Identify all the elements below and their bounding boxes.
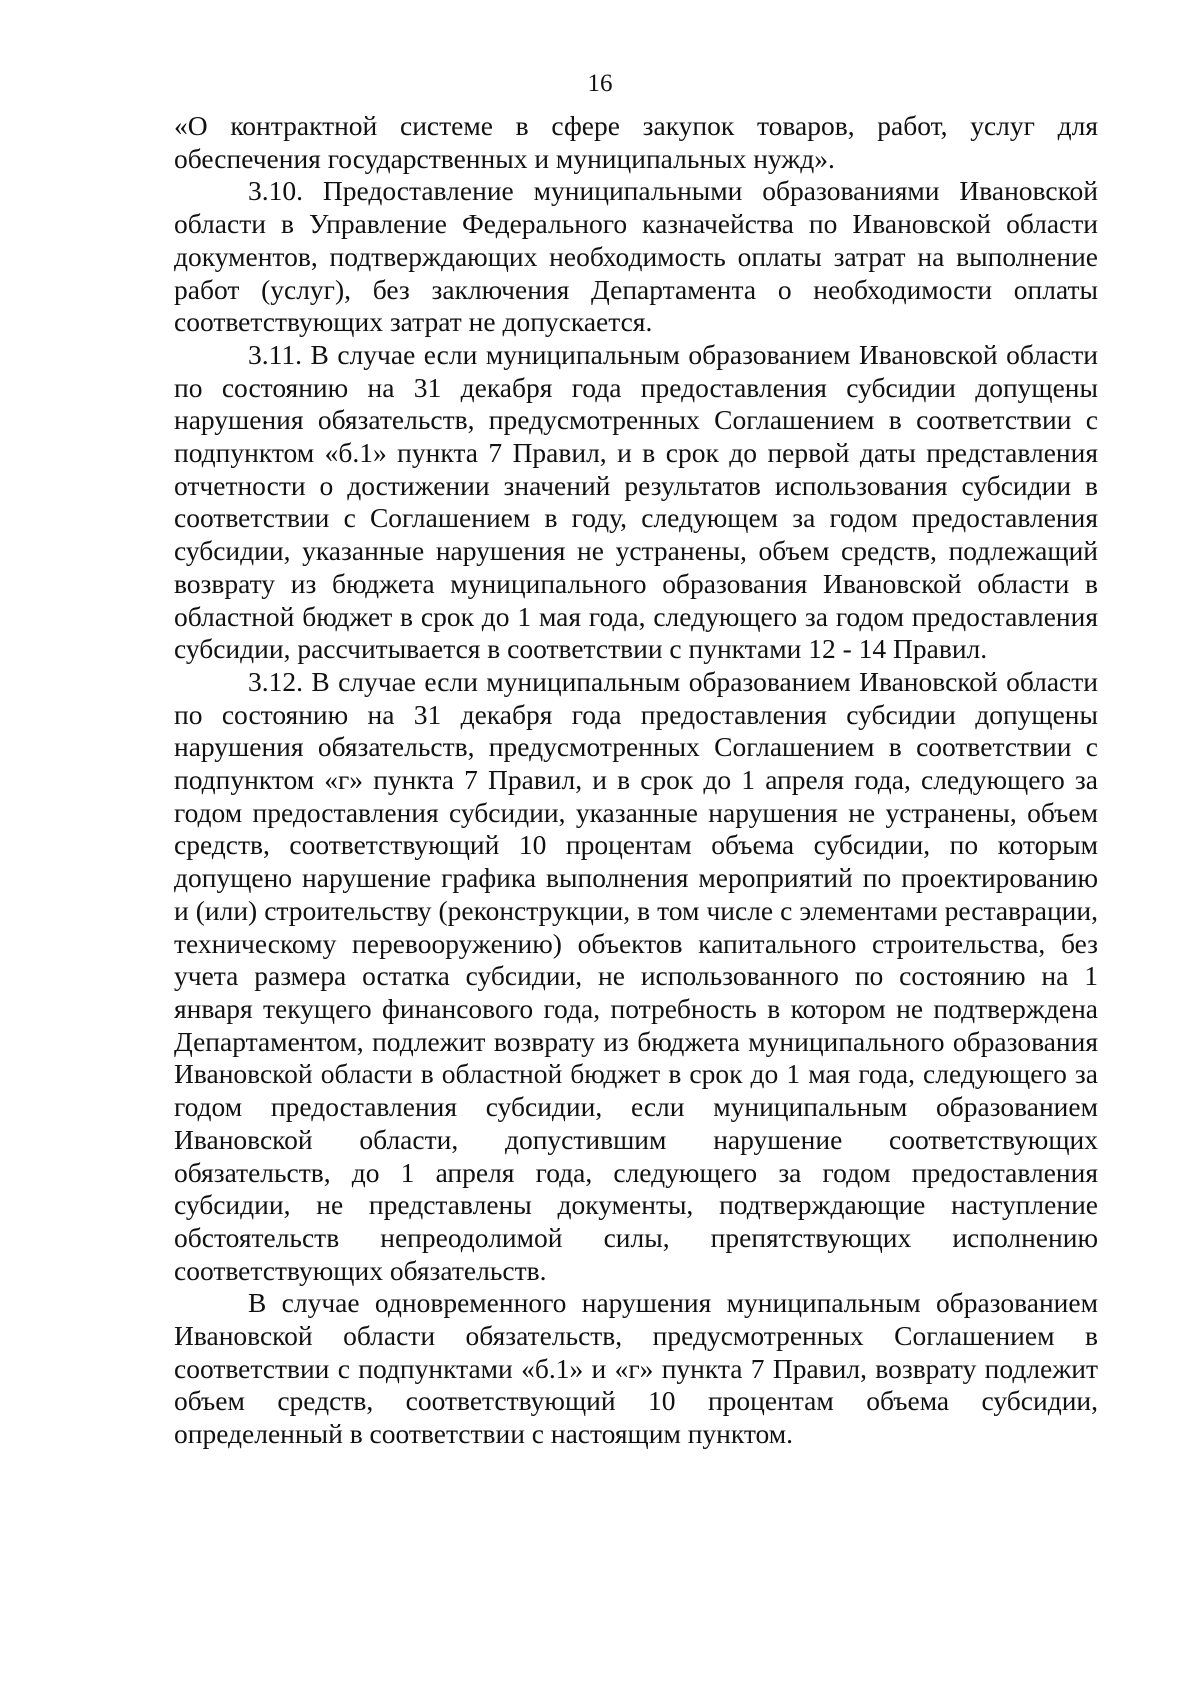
- paragraph-continuation: «О контрактной системе в сфере закупок товаров, работ, услуг для обеспечения государственных и муниципальных нужд».: [174, 110, 1098, 174]
- paragraph-3-11: 3.11. В случае если муниципальным образованием Ивановской области по состоянию на 31 декабря года предоставления субсидии допущены нарушения обязательств, предусмотренных Соглашением в соответствии с подпунктом «б.1» пункта 7 Правил, и в срок до первой даты представления отчетности о достижении значений результатов использования субсидии в соответствии с Соглашением в году, следующем за годом предоставления субсидии, указанные нарушения не устранены, объем средств, подлежащий возврату из бюджета муниципального образования Ивановской области в областной бюджет в срок до 1 мая года, следующего за годом предоставления субсидии, рассчитывается в соответствии с пунктами 12 - 14 Правил.: [174, 338, 1098, 665]
- page-number: 16: [587, 70, 613, 97]
- paragraph-3-10: 3.10. Предоставление муниципальными образованиями Ивановской области в Управление Федерального казначейства по Ивановской области документов, подтверждающих необходимость оплаты затрат на выполнение работ (услуг), без заключения Департамента о необходимости оплаты соответствующих затрат не допускается.: [174, 175, 1098, 338]
- document-body: [174, 110, 1098, 1451]
- paragraph-simultaneous-violation: В случае одновременного нарушения муниципальным образованием Ивановской области обязательств, предусмотренных Соглашением в соответствии с подпунктами «б.1» и «г» пункта 7 Правил, возврату подлежит объем средств, соответствующий 10 процентам объема субсидии, определенный в соответствии с настоящим пунктом.: [174, 1287, 1098, 1450]
- paragraph-3-12: 3.12. В случае если муниципальным образованием Ивановской области по состоянию на 31 декабря года предоставления субсидии допущены нарушения обязательств, предусмотренных Соглашением в соответствии с подпунктом «г» пункта 7 Правил, и в срок до 1 апреля года, следующего за годом предоставления субсидии, указанные нарушения не устранены, объем средств, соответствующий 10 процентам объема субсидии, по которым допущено нарушение графика выполнения мероприятий по проектированию и (или) строительству (реконструкции, в том числе с элементами реставрации, техническому перевооружению) объектов капитального строительства, без учета размера остатка субсидии, не использованного по состоянию на 1 января текущего финансового года, потребность в котором не подтверждена Департаментом, подлежит возврату из бюджета муниципального образования Ивановской области в областной бюджет в срок до 1 мая года, следующего за годом предоставления субсидии, если муниципальным образованием Ивановской области, допустившим нарушение соответствующих обязательств, до 1 апреля года, следующего за годом предоставления субсидии, не представлены документы, подтверждающие наступление обстоятельств непреодолимой силы, препятствующих исполнению соответствующих обязательств.: [174, 665, 1098, 1286]
